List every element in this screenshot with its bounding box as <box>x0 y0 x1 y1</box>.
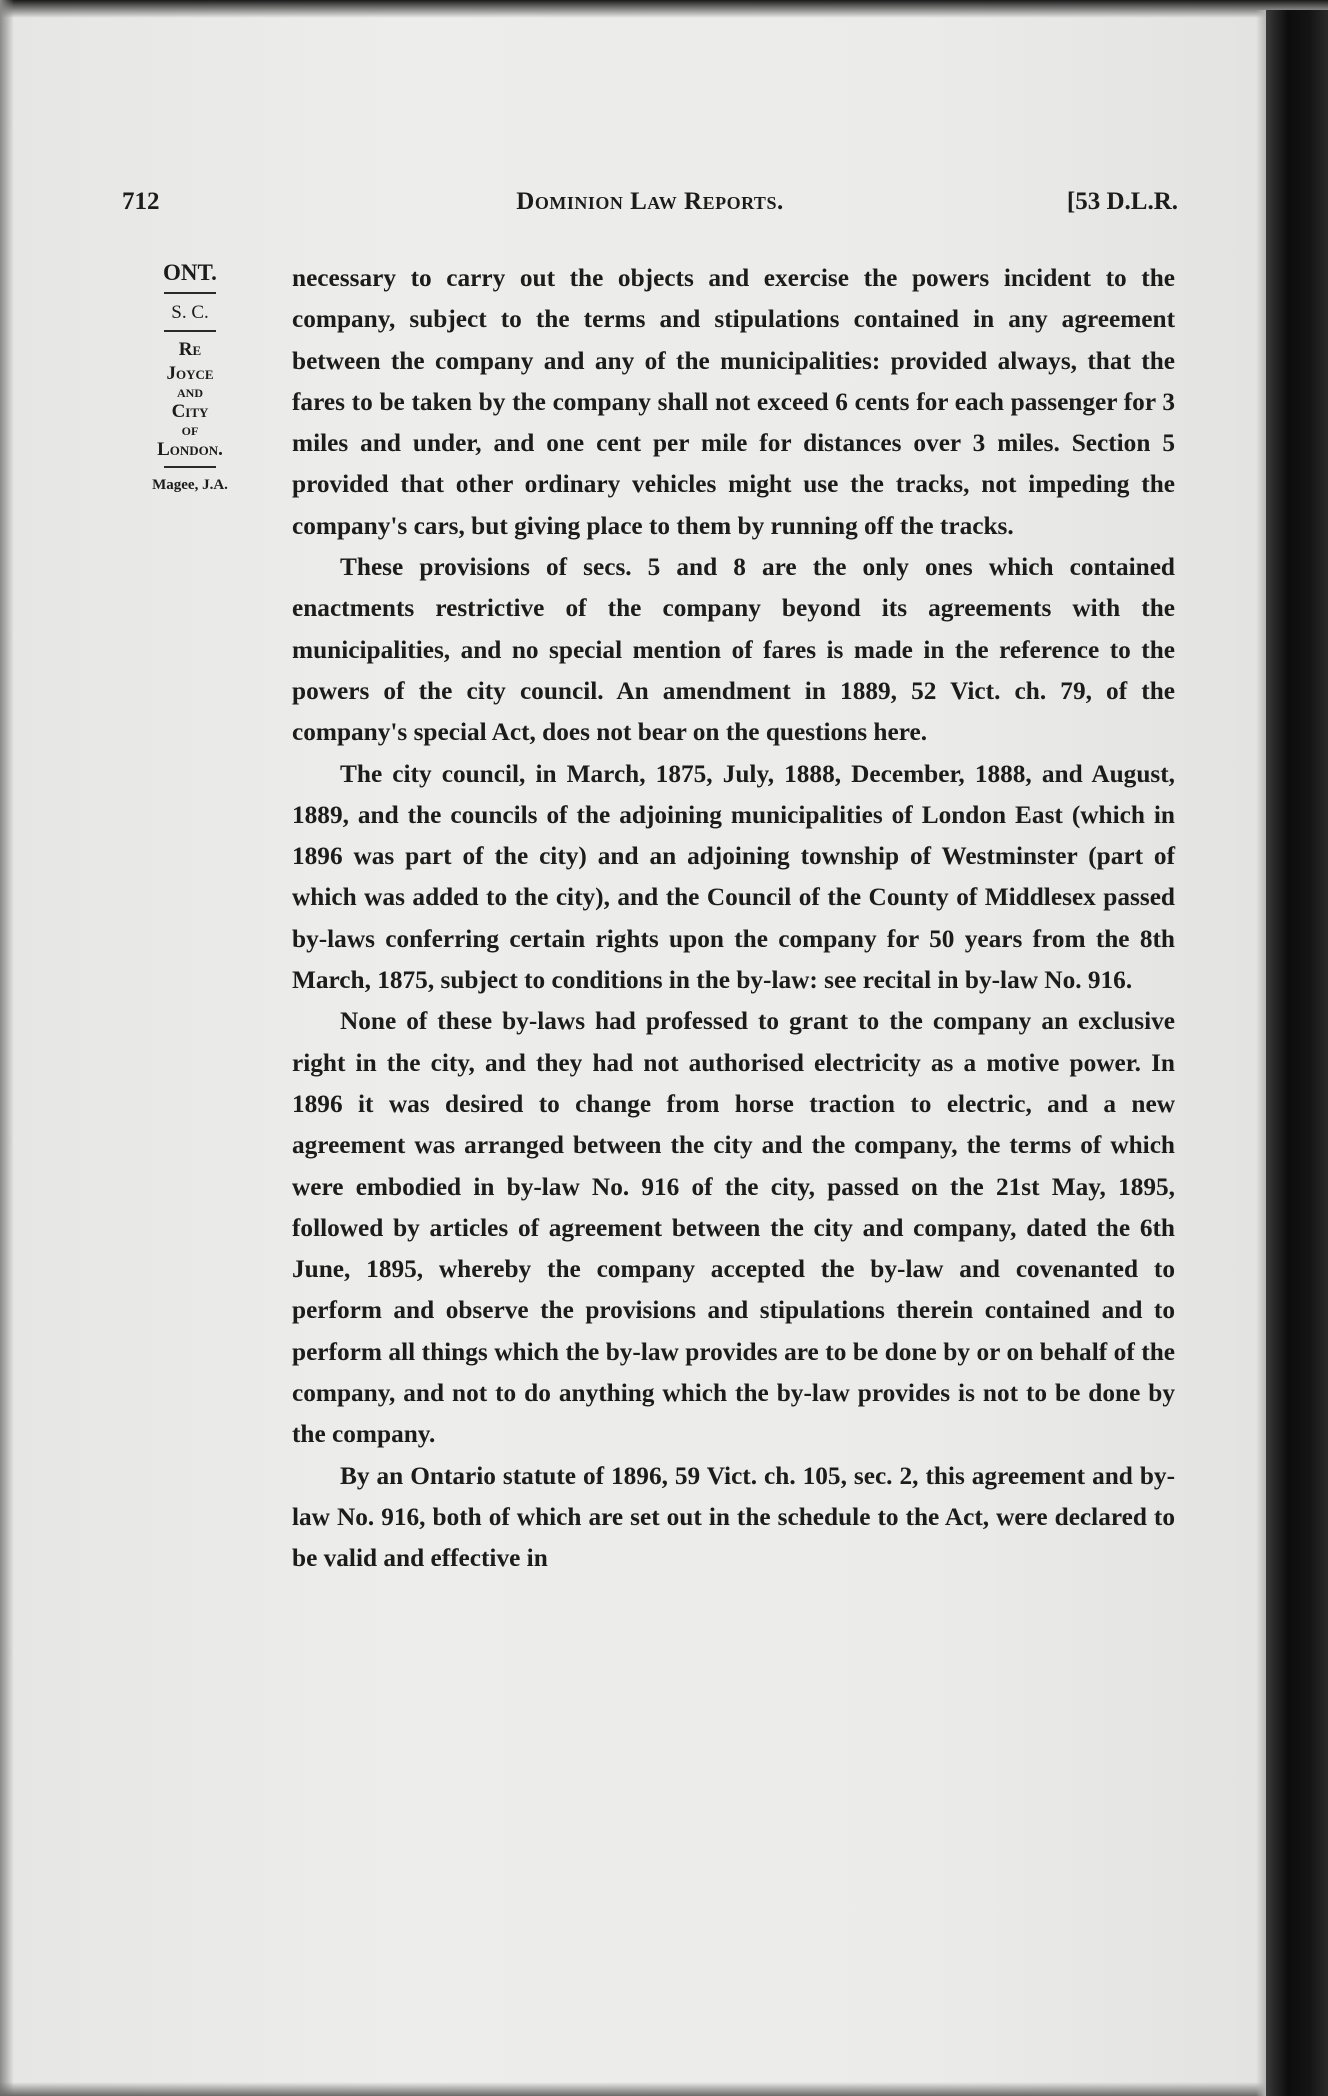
sidenote-judge: Magee, J.A. <box>152 477 228 493</box>
book-spine <box>1266 10 1328 2096</box>
sidenote-province: ONT. <box>163 260 217 285</box>
case-name-city: City <box>171 401 209 422</box>
sidenote-divider <box>164 292 216 294</box>
case-name-london: London. <box>157 439 223 460</box>
paragraph: By an Ontario statute of 1896, 59 Vict. ch. 105, sec. 2, this agreement and by-law No. 916, both of which are set out in the schedule to the Act, were declared to be valid and effective in <box>292 1461 1175 1573</box>
case-name-of: OF <box>181 424 199 438</box>
scan-left-shadow <box>0 0 14 2096</box>
case-name-joyce: Joyce <box>166 363 214 384</box>
paragraph: The city council, in March, 1875, July, 1888, December, 1888, and August, 1889, and the councils of the adjoining municipalities of London East (which in 1896 was part of the city) and an adjoining township of Westminster (part of which was added to the city), and the Council of the County of Middlesex passed by-laws conferring certain rights upon the company for 50 years from the 8th March, 1875, subject to conditions in the by-law: see recital in by-law No. 916. <box>292 759 1175 995</box>
running-head <box>122 188 1178 228</box>
scan-bottom-shadow <box>0 2082 1328 2096</box>
sidenote-court: S. C. <box>171 302 209 323</box>
journal-title: Dominion Law Reports. <box>516 188 784 215</box>
sidenote-case-name <box>130 338 250 462</box>
sidenote-divider <box>164 466 216 468</box>
scan-top-shadow <box>0 0 1328 18</box>
page-number: 712 <box>122 188 160 215</box>
body-text <box>292 258 1175 1580</box>
sidenote-divider <box>164 330 216 332</box>
binding-edge-shadow <box>1256 10 1266 2096</box>
paragraph: These provisions of secs. 5 and 8 are the only ones which contained enactments restrictive of the company beyond its agreements with the municipalities, and no special mention of fares is made in the reference to the powers of the city council. An amendment in 1889, 52 Vict. ch. 79, of the company's special Act, does not bear on the questions here. <box>292 553 1175 747</box>
paragraph: None of these by-laws had professed to grant to the company an exclusive right in the city, and they had not authorised electricity as a motive power. In 1896 it was desired to change from horse traction to electric, and a new agreement was arranged between the city and the company, the terms of which were embodied in by-law No. 916 of the city, passed on the 21st May, 1895, followed by articles of agreement between the city and company, dated the 6th June, 1895, whereby the company accepted the by-law and covenanted to perform and observe the provisions and stipulations therein contained and to perform all things which the by-law provides are to be done by or on behalf of the company, and not to do anything which the by-law provides is not to be done by the company. <box>292 1007 1175 1449</box>
margin-sidenote <box>130 258 250 496</box>
case-name-and: AND <box>177 386 203 400</box>
case-name-re: Re <box>178 339 202 360</box>
volume-reference: [53 D.L.R. <box>1066 188 1178 215</box>
paragraph-continuation: necessary to carry out the objects and exercise the powers incident to the company, subject to the terms and stipulations contained in any agreement between the company and any of the municipalities: provided always, that the fares to be taken by the company shall not exceed 6 cents for each passenger for 3 miles and under, and one cent per mile for distances over 3 miles. Section 5 provided that other ordinary vehicles might use the tracks, not impeding the company's cars, but giving place to them by running off the tracks. <box>292 264 1175 540</box>
